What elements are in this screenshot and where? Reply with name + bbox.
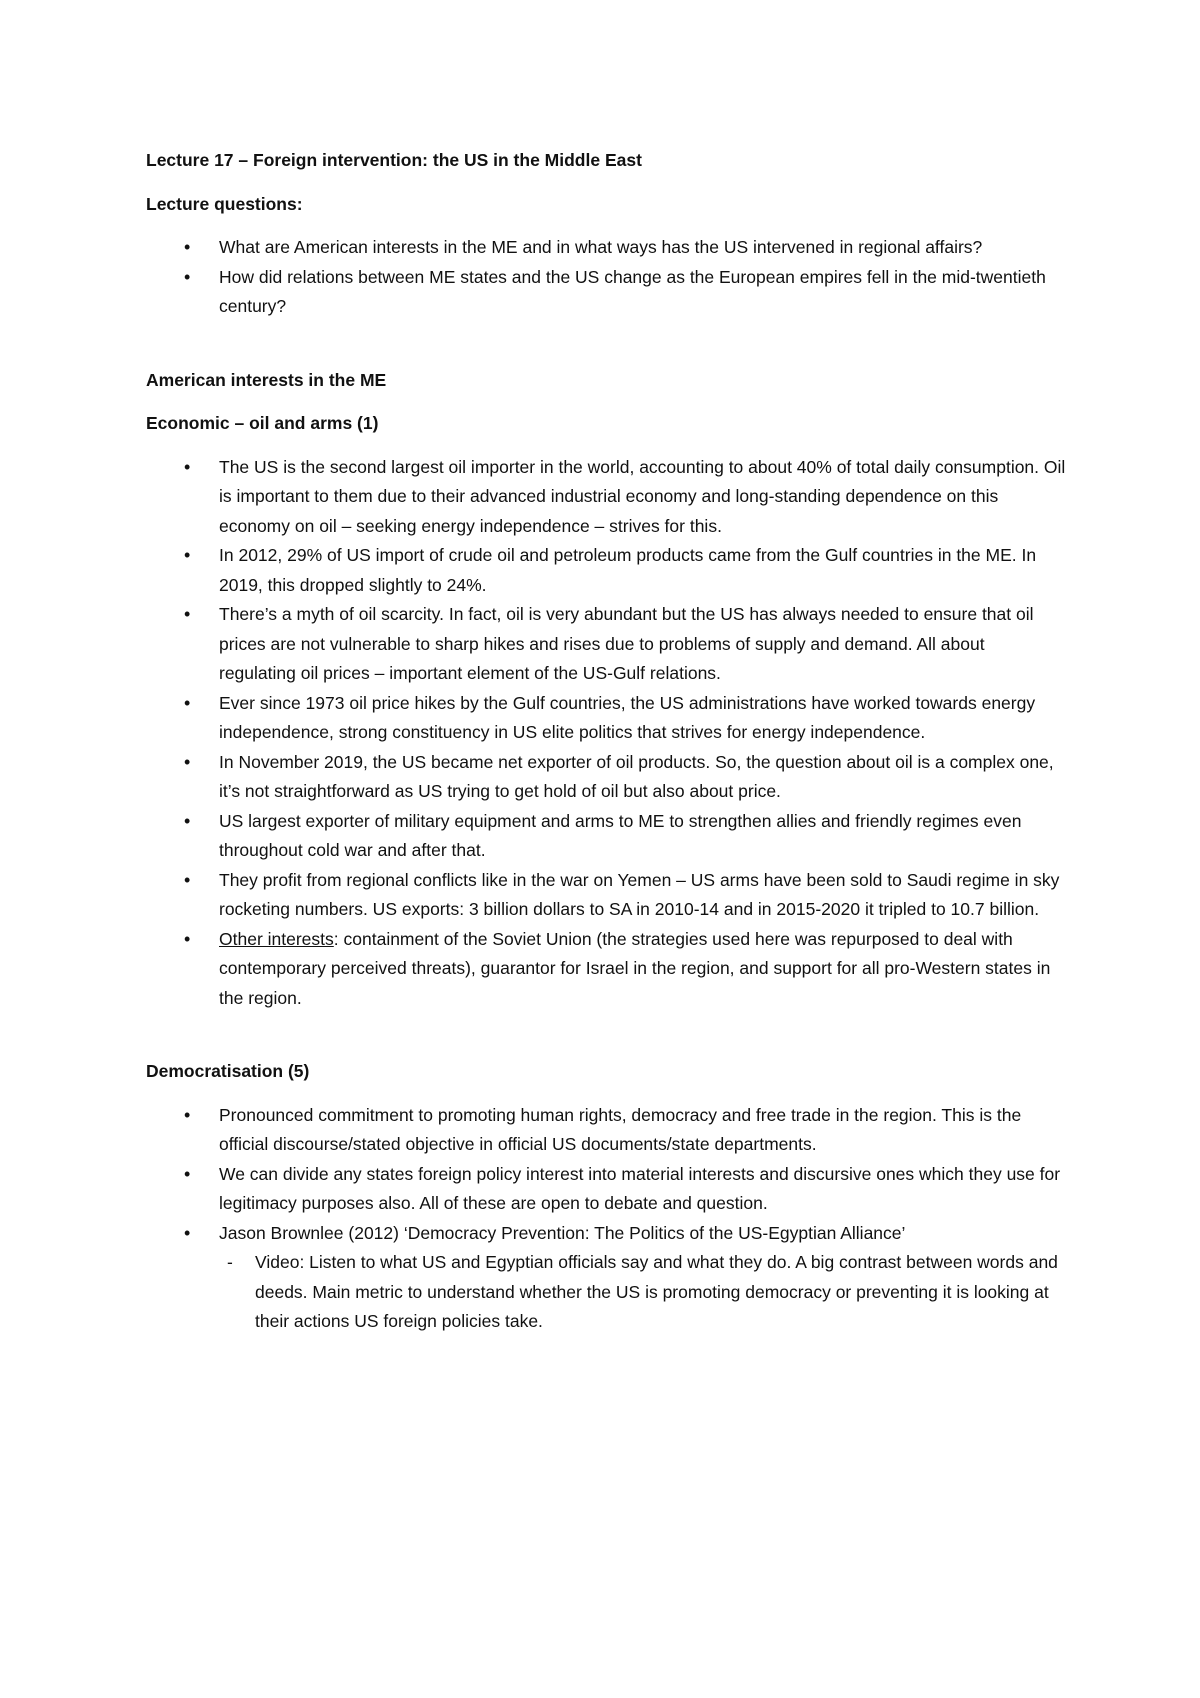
list-item: • There’s a myth of oil scarcity. In fact, oil is very abundant but the US has always needed to ensure that oil prices are not vulnerable to sharp hikes and rises due to problems of supply and demand. All about regulating oil prices – important element of the US-Gulf relations. <box>146 600 1066 689</box>
list-item-other-interests <box>146 925 1066 1014</box>
list-item: • The US is the second largest oil importer in the world, accounting to about 40% of total daily consumption. Oil is important to them due to their advanced industrial economy and long-standing dependence on this economy on oil – seeking energy independence – strives for this. <box>146 453 1066 542</box>
sub-heading-economic: Economic – oil and arms (1) <box>146 413 379 433</box>
list-item: • US largest exporter of military equipment and arms to ME to strengthen allies and friendly regimes even throughout cold war and after that. <box>146 807 1066 866</box>
list-item: • Pronounced commitment to promoting human rights, democracy and free trade in the region. This is the official discourse/stated objective in official US documents/state departments. <box>146 1101 1066 1160</box>
list-item: • We can divide any states foreign policy interest into material interests and discursive ones which they use for legitimacy purposes also. All of these are open to debate and question. <box>146 1160 1066 1219</box>
document-title: Lecture 17 – Foreign intervention: the US in the Middle East <box>146 150 642 170</box>
list-item: • They profit from regional conflicts like in the war on Yemen – US arms have been sold to Saudi regime in sky rocketing numbers. US exports: 3 billion dollars to SA in 2010-14 and in 2015-2020 it tripled to 10.7 billion. <box>146 866 1066 925</box>
other-interests-text: : containment of the Soviet Union (the strategies used here was repurposed to deal with contemporary perceived threats), guarantor for Israel in the region, and support for all pro-Western states in the region. <box>219 928 1051 1008</box>
section-heading-democratisation: Democratisation (5) <box>146 1061 310 1081</box>
brownlee-sub-list <box>219 1248 1066 1337</box>
list-item: • What are American interests in the ME and in what ways has the US intervened in regional affairs? <box>146 233 1066 263</box>
democratisation-list <box>146 1101 1066 1337</box>
other-interests-label: Other interests <box>219 928 334 949</box>
section-heading-american-interests: American interests in the ME <box>146 369 387 390</box>
list-item: • In November 2019, the US became net exporter of oil products. So, the question about oil is a complex one, it’s not straightforward as US trying to get hold of oil but also about price. <box>146 748 1066 807</box>
list-item-text: Jason Brownlee (2012) ‘Democracy Prevention: The Politics of the US-Egyptian Alliance’ <box>219 1222 906 1243</box>
list-item-brownlee <box>146 1219 1066 1337</box>
list-item: • In 2012, 29% of US import of crude oil and petroleum products came from the Gulf countries in the ME. In 2019, this dropped slightly to 24%. <box>146 541 1066 600</box>
sub-list-item: - Video: Listen to what US and Egyptian officials say and what they do. A big contrast between words and deeds. Main metric to understand whether the US is promoting democracy or preventing it is looking at their actions US foreign policies take. <box>219 1248 1066 1337</box>
lecture-questions-list <box>146 233 1066 322</box>
list-item: • How did relations between ME states and the US change as the European empires fell in the mid-twentieth century? <box>146 263 1066 322</box>
lecture-questions-heading: Lecture questions: <box>146 193 303 214</box>
economic-list <box>146 453 1066 1014</box>
document-page <box>146 146 1066 1337</box>
list-item: • Ever since 1973 oil price hikes by the Gulf countries, the US administrations have worked towards energy independence, strong constituency in US elite politics that strives for energy independence. <box>146 689 1066 748</box>
